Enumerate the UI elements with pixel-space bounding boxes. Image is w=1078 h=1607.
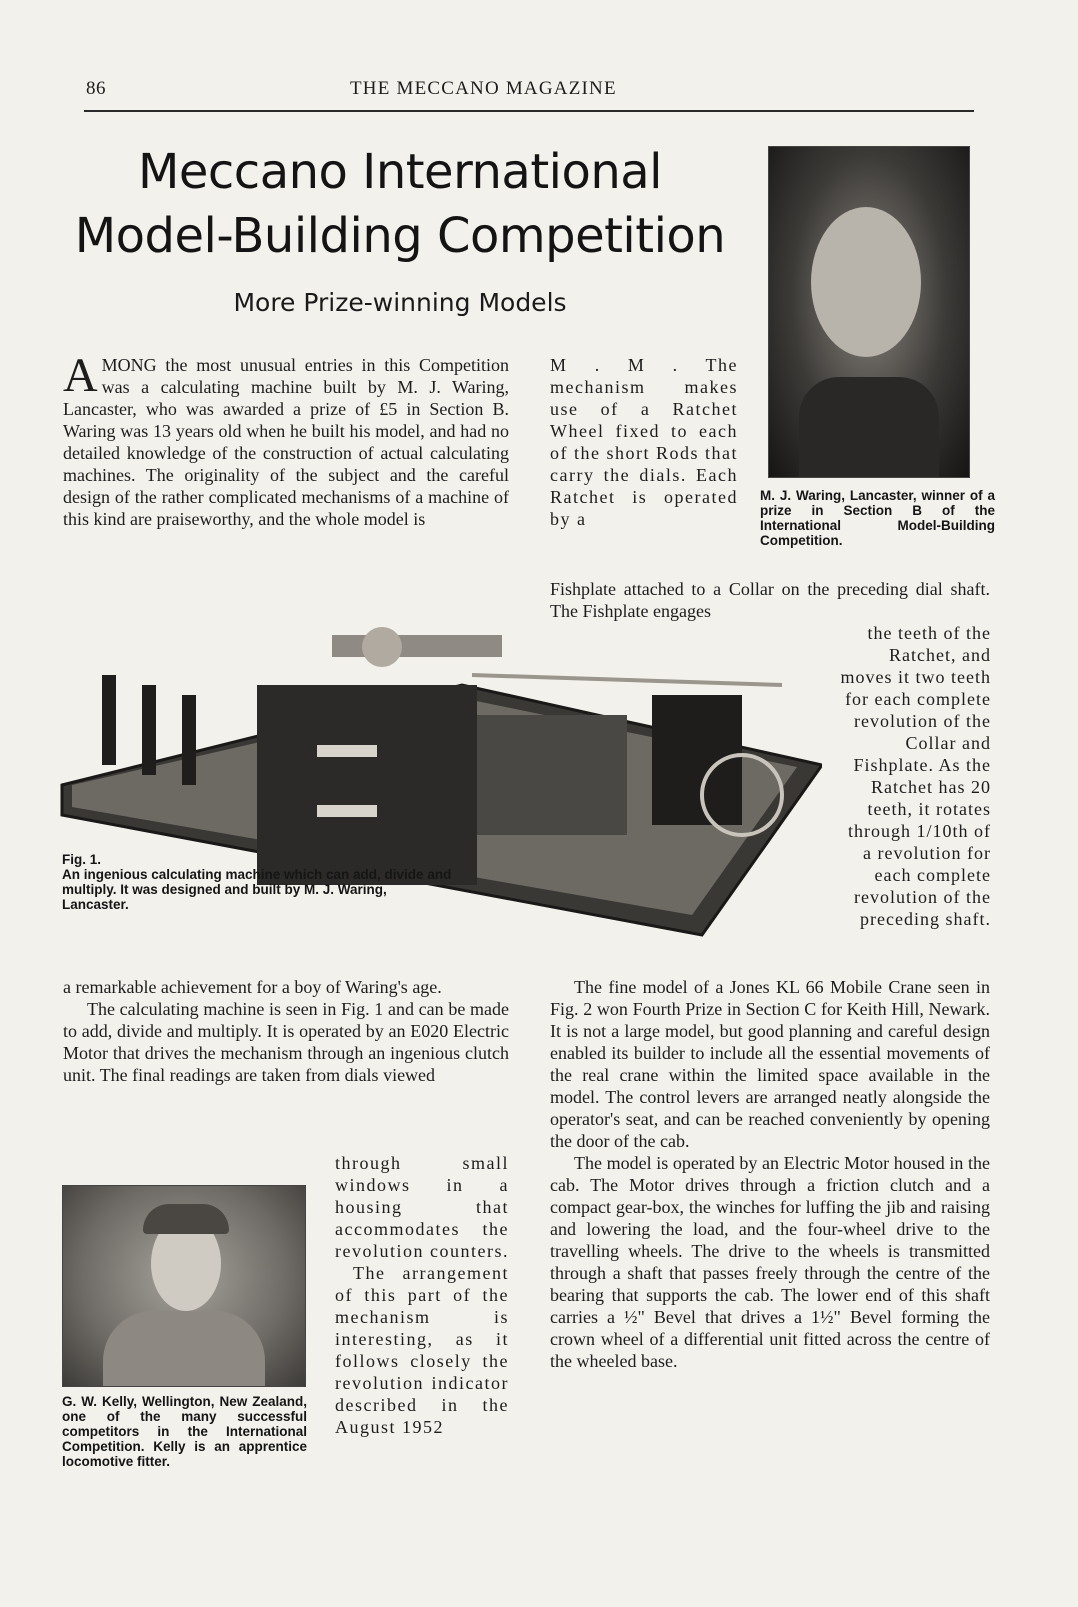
right-wrap-text: the teeth of the Ratchet, and moves it two teeth for each complete revolution of the Collar and Fishplate. As the Ratchet has 20 teeth, it rotates through 1/10th of a revolution for each complete revolution of the preceding shaft. xyxy=(840,623,991,929)
col1-lower xyxy=(63,976,509,1086)
col2-continued: Fishplate attached to a Collar on the preceding dial shaft. The Fishplate engages xyxy=(550,579,990,621)
col2-intro: M . M . The mechanism makes use of a Ratchet Wheel fixed to each of the short Rods that carry the dials. Each Ratchet is operated by a xyxy=(550,355,738,529)
fig1-text: An ingenious calculating machine which can add, divide and multiply. It was designed and built by M. J. Waring, Lancaster. xyxy=(62,867,452,912)
drop-cap: A xyxy=(63,349,98,402)
article-title xyxy=(60,140,740,268)
kelly-photo xyxy=(62,1185,306,1387)
running-header: THE MECCANO MAGAZINE xyxy=(350,78,617,99)
title-line-1: Meccano International xyxy=(137,144,663,200)
col1-intro xyxy=(63,349,509,530)
article-subtitle: More Prize-winning Models xyxy=(233,288,567,317)
title-line-2: Model-Building Competition xyxy=(74,208,726,264)
col1-para2: a remarkable achievement for a boy of Waring's age. xyxy=(63,977,442,997)
page-number: 86 xyxy=(86,78,106,99)
col1-para1: MONG the most unusual entries in this Competition was a calculating machine built by M. J. Waring, Lancaster, who was awarded a prize of £5 in Section B. Waring was 13 years old when he built his model, and had no detailed knowledge of the construction of actual calculating machines. The originality of the subject and the careful design of the rather complicated mechanisms of a machine of this kind are praiseworthy, and the whole model is xyxy=(63,355,509,529)
col1-para3: The calculating machine is seen in Fig. 1 and can be made to add, divide and multiply. It is operated by an E020 Electric Motor that drives the mechanism through an ingenious clutch unit. The final readings are taken from dials viewed xyxy=(63,999,509,1085)
col1-narrow xyxy=(335,1152,509,1438)
waring-photo xyxy=(768,146,970,478)
fig1-label: Fig. 1. xyxy=(62,852,102,867)
col2-para3: The model is operated by an Electric Motor housed in the cab. The Motor drives through a friction clutch and a compact gear-box, the winches for luffing the jib and raising and lowering the load, and the four-wheel drive to the travelling wheels. The drive to the wheels is transmitted through a shaft that passes freely through the centre of the bearing that supports the cab. The lower end of this shaft carries a ½" Bevel that drives a 1½" Bevel forming the crown wheel of a differential unit fitted across the centre of the wheeled base. xyxy=(550,1153,990,1371)
col2-lower xyxy=(550,976,990,1372)
kelly-caption: G. W. Kelly, Wellington, New Zealand, one of the many successful competitors in the International Competition. Kelly is an apprentice locomotive fitter. xyxy=(62,1394,307,1469)
col1-narrow-para1: through small windows in a housing that accommodates the revolution counters. xyxy=(335,1153,509,1261)
waring-caption: M. J. Waring, Lancaster, winner of a prize in Section B of the International Model-Building Competition. xyxy=(760,488,995,548)
col2-para2: The fine model of a Jones KL 66 Mobile Crane seen in Fig. 2 won Fourth Prize in Section C for Keith Hill, Newark. It is not a large model, but good planning and careful design enabled its builder to include all the essential movements of the real crane within the limited space available in the model. The control levers are arranged neatly alongside the operator's seat, and can be reached conveniently by opening the door of the cab. xyxy=(550,977,990,1151)
col1-narrow-para2: The arrangement of this part of the mechanism is interesting, as it follows closely the revolution indicator described in the August 1952 xyxy=(335,1263,509,1437)
fig1-caption xyxy=(62,852,457,912)
header-rule xyxy=(84,110,974,112)
